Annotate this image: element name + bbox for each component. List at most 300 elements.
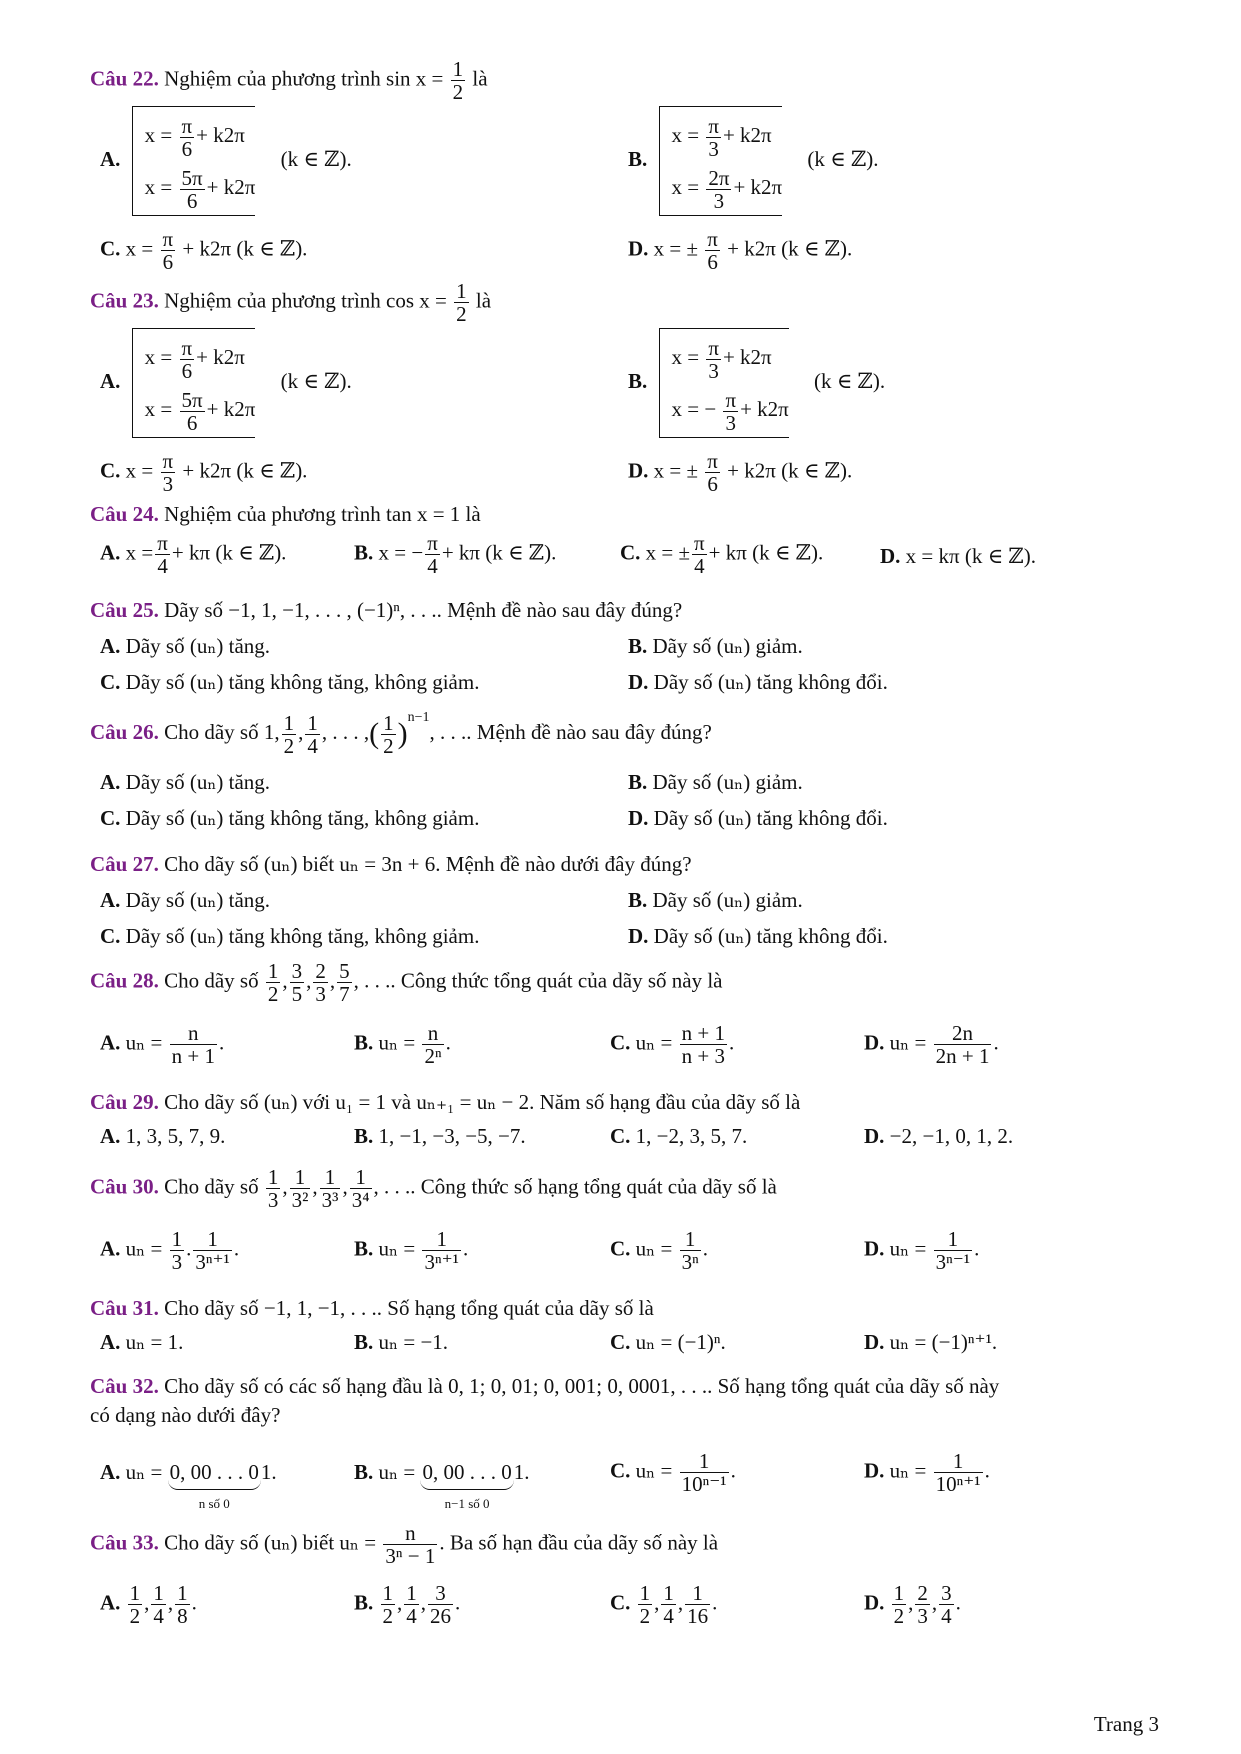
question-25: [90, 598, 1181, 694]
option-c[interactable]: [610, 1124, 747, 1149]
option-c[interactable]: [100, 670, 479, 695]
math: uₙ =: [889, 1030, 927, 1055]
option-label: B.: [628, 146, 648, 171]
option-label: D.: [880, 544, 901, 568]
option-text: Dãy số (uₙ) tăng.: [125, 770, 271, 794]
math: x = −: [378, 540, 424, 565]
option-a[interactable]: A. uₙ = $\frac{1}{3}$ . $\frac{1}{\text{3ⁿ⁺¹}}$ .: [100, 1227, 240, 1275]
option-label: A.: [100, 1460, 121, 1484]
option-text: Dãy số (uₙ) tăng.: [125, 634, 271, 658]
option-c[interactable]: C. uₙ = $\frac{1}{\text{10ⁿ⁻¹}}$ .: [610, 1449, 736, 1497]
frac-num: π: [708, 335, 719, 360]
option-c[interactable]: [620, 532, 823, 577]
math: + k2π (k ∈ ℤ).: [727, 458, 853, 483]
option-text: Dãy số (uₙ) tăng không đổi.: [653, 670, 888, 694]
option-label: C.: [610, 1030, 631, 1055]
option-b[interactable]: [354, 1460, 529, 1512]
frac-den: 5: [291, 982, 303, 1007]
option-d[interactable]: D. $\frac{1}{2}$ , $\frac{2}{3}$ , $\frac{3}{4}$ .: [864, 1581, 961, 1629]
frac-num: 3: [435, 1581, 446, 1605]
frac-num: π: [707, 449, 718, 473]
frac-den: 6: [161, 250, 176, 273]
frac-den: 2: [452, 80, 464, 105]
frac-num: 1: [355, 1165, 366, 1189]
question-26: [90, 710, 1181, 830]
option-label: A.: [100, 1590, 121, 1615]
option-c[interactable]: [100, 806, 479, 831]
question-stem: [90, 58, 1181, 103]
question-31: [90, 1296, 1181, 1354]
option-a[interactable]: [100, 770, 270, 795]
option-label: D.: [628, 924, 649, 948]
option-b[interactable]: B. uₙ = $\frac{1}{\text{3ⁿ⁺¹}}$ .: [354, 1227, 469, 1275]
math: + k2π: [733, 175, 783, 199]
math: x = ±: [653, 236, 699, 261]
math: + k2π: [196, 123, 245, 147]
frac-den: 2: [129, 1604, 141, 1629]
question-27: [90, 852, 1181, 948]
frac-num: 1: [177, 1581, 188, 1605]
math: + k2π (k ∈ ℤ).: [727, 236, 853, 261]
equation-system: [132, 106, 256, 216]
frac-num: π: [725, 387, 737, 412]
frac-num: π: [427, 531, 438, 555]
option-text: Dãy số (uₙ) giảm.: [652, 634, 803, 658]
math: x =: [144, 123, 173, 147]
option-d[interactable]: [628, 670, 888, 695]
frac-num: 3: [941, 1581, 952, 1605]
option-text: Dãy số (uₙ) tăng.: [125, 888, 271, 912]
question-33: [90, 1521, 1181, 1629]
option-text: uₙ = −1.: [378, 1330, 449, 1354]
frac-den: 3ⁿ⁺¹: [424, 1250, 459, 1275]
frac-den: 3⁴: [351, 1188, 370, 1213]
frac-den: 2: [383, 733, 394, 758]
math: + kπ (k ∈ ℤ).: [441, 540, 557, 565]
option-text: Dãy số (uₙ) giảm.: [652, 888, 803, 912]
stem-text: Nghiệm của phương trình cos x =: [164, 288, 447, 313]
question-30: [90, 1165, 1181, 1275]
frac-den: 3: [917, 1604, 928, 1629]
frac-num: n: [427, 1021, 439, 1045]
stem-text-line-2: có dạng nào dưới đây?: [90, 1403, 281, 1427]
question-stem: [90, 1090, 1181, 1115]
math: uₙ =: [125, 1460, 163, 1484]
math: uₙ =: [635, 1236, 673, 1261]
option-text: Dãy số (uₙ) tăng không đổi.: [653, 924, 888, 948]
option-label: C.: [100, 458, 121, 483]
question-label: Câu 30.: [90, 1174, 159, 1199]
option-b[interactable]: [354, 1330, 448, 1355]
stem-text: là: [475, 288, 492, 313]
frac-den: 3ⁿ: [681, 1250, 699, 1275]
frac-den: 3: [161, 472, 176, 495]
option-label: A.: [100, 634, 121, 658]
stem-text: , . . .. Công thức tổng quát của dãy số này là: [353, 968, 723, 993]
frac-den: 8: [177, 1604, 188, 1629]
stem-text: Cho dãy số 1,: [164, 720, 280, 744]
math: x =: [125, 540, 154, 565]
option-d[interactable]: [628, 806, 888, 831]
math: x = ±: [653, 458, 699, 483]
question-stem: Câu 30. Cho dãy số $\frac{1}{3}$ , $\frac{1}{\text{3²}}$ , $\frac{1}{\text{3³}}$ , $\frac{1}{\text{3⁴}}$ , . . .. Công thức số hạng tổng quát của dãy số là: [90, 1165, 777, 1213]
option-text: uₙ = 1.: [125, 1330, 184, 1354]
option-a[interactable]: [100, 328, 352, 438]
option-a[interactable]: [100, 1124, 225, 1149]
question-label: Câu 33.: [90, 1530, 159, 1555]
math: uₙ =: [635, 1458, 673, 1483]
frac-num: 2: [917, 1581, 928, 1605]
frac-den: 4: [692, 554, 707, 577]
frac-den: 2: [283, 733, 295, 758]
frac-den: 6: [180, 189, 205, 212]
question-label: Câu 23.: [90, 288, 159, 313]
frac-den: 10ⁿ⁻¹: [681, 1472, 727, 1497]
option-label: D.: [864, 1330, 885, 1354]
option-c[interactable]: C. uₙ = $\frac{1}{\text{3ⁿ}}$ .: [610, 1227, 708, 1275]
option-label: B.: [354, 1590, 374, 1615]
stem-text: Cho dãy số: [164, 968, 259, 993]
frac-den: n + 3: [681, 1044, 725, 1069]
underbrace-top: 0, 00 . . . 0: [168, 1460, 261, 1490]
math: uₙ =: [635, 1030, 673, 1055]
frac-den: 26: [430, 1604, 452, 1629]
option-d[interactable]: D. uₙ = $\frac{2n}{2n + 1}$ .: [864, 1021, 999, 1069]
option-label: D.: [864, 1030, 885, 1055]
option-c[interactable]: [100, 924, 479, 949]
frac-den: 3: [315, 982, 326, 1007]
frac-num: 1: [893, 1581, 905, 1605]
math: + kπ (k ∈ ℤ).: [171, 540, 287, 565]
frac-num: 5π: [181, 387, 203, 412]
question-label: Câu 24.: [90, 502, 159, 526]
math: uₙ =: [125, 1030, 163, 1055]
option-text: Dãy số (uₙ) tăng không tăng, không giảm.: [125, 806, 480, 830]
option-label: D.: [864, 1458, 885, 1483]
exponent: n−1: [407, 710, 430, 725]
option-d[interactable]: [628, 450, 852, 495]
question-label: Câu 22.: [90, 66, 159, 91]
frac-num: 1: [382, 1581, 394, 1605]
frac-num: 1: [947, 1227, 959, 1251]
frac-num: 3: [291, 959, 303, 983]
option-text: 1, −2, 3, 5, 7.: [635, 1124, 748, 1148]
option-label: B.: [354, 1460, 374, 1484]
frac-den: 3: [706, 137, 721, 160]
frac-num: 1: [406, 1581, 417, 1605]
option-label: B.: [354, 1124, 374, 1148]
option-c[interactable]: [610, 1330, 726, 1355]
option-c[interactable]: [100, 450, 307, 495]
frac-den: 3: [723, 411, 738, 434]
underbrace: [420, 1460, 513, 1512]
underbrace-label: n số 0: [198, 1496, 230, 1511]
option-a[interactable]: [100, 634, 270, 659]
option-label: A.: [100, 368, 121, 393]
math: uₙ =: [125, 1236, 163, 1261]
equation-system: [659, 328, 789, 438]
option-label: A.: [100, 146, 121, 171]
option-label: C.: [100, 236, 121, 261]
option-label: C.: [610, 1236, 631, 1261]
option-text: uₙ = (−1)ⁿ⁺¹.: [889, 1330, 998, 1354]
question-stem: [90, 598, 1181, 623]
math: (k ∈ ℤ).: [807, 146, 879, 171]
option-a[interactable]: [100, 1330, 183, 1355]
math: x =: [671, 345, 700, 369]
question-stem: [90, 280, 1181, 325]
stem-text: Cho dãy số có các số hạng đầu là 0, 1; 0, 01; 0, 001; 0, 0001, . . .. Số hạng tổng quát của dãy số này: [164, 1374, 1000, 1398]
frac-num: π: [162, 227, 174, 251]
frac-den: 2: [267, 982, 279, 1007]
option-label: A.: [100, 1236, 121, 1261]
option-label: D.: [628, 236, 649, 261]
option-label: C.: [610, 1590, 631, 1615]
option-c[interactable]: C. $\frac{1}{2}$ , $\frac{1}{4}$ , $\frac{1}{16}$ .: [610, 1581, 718, 1629]
option-label: B.: [628, 888, 648, 912]
option-d[interactable]: [864, 1330, 997, 1355]
option-label: C.: [620, 540, 641, 565]
frac-num: n: [405, 1521, 416, 1545]
question-24: [90, 502, 1181, 579]
math: x = ±: [645, 540, 691, 565]
frac-den: 4: [663, 1604, 674, 1629]
frac-den: 2n + 1: [935, 1044, 990, 1069]
question-stem: [90, 1296, 1181, 1321]
option-label: D.: [628, 806, 649, 830]
frac-den: 6: [180, 411, 205, 434]
stem-text: Dãy số −1, 1, −1, . . . , (−1)ⁿ, . . .. Mệnh đề nào sau đây đúng?: [164, 598, 683, 622]
option-d[interactable]: [628, 924, 888, 949]
option-d[interactable]: [628, 228, 852, 273]
question-stem: [90, 1522, 1181, 1567]
option-text: 1, −1, −3, −5, −7.: [378, 1124, 526, 1148]
frac-den: 3³: [321, 1188, 339, 1213]
math: x =: [125, 236, 154, 261]
option-label: C.: [100, 924, 121, 948]
math: uₙ =: [378, 1236, 416, 1261]
option-text: Dãy số (uₙ) tăng không tăng, không giảm.: [125, 924, 480, 948]
frac-num: 2π: [708, 165, 730, 190]
frac-den: 3ⁿ − 1: [385, 1544, 436, 1569]
stem-text: Cho dãy số (uₙ) biết uₙ = 3n + 6. Mệnh đề nào dưới đây đúng?: [164, 852, 692, 876]
frac-num: 1: [307, 710, 318, 735]
frac-den: 6: [180, 359, 195, 382]
option-label: A.: [100, 888, 121, 912]
frac-den: 3: [171, 1250, 183, 1275]
option-d[interactable]: [880, 544, 1036, 569]
option-text: −2, −1, 0, 1, 2.: [889, 1124, 1014, 1148]
frac-den: 2: [456, 302, 467, 327]
math: + k2π (k ∈ ℤ).: [182, 236, 308, 261]
option-a[interactable]: [100, 106, 352, 216]
math: 1.: [260, 1460, 277, 1484]
option-b[interactable]: [354, 532, 556, 577]
option-label: A.: [100, 1030, 121, 1055]
option-label: A.: [100, 1330, 121, 1354]
page-number: Trang 3: [1093, 1712, 1159, 1736]
frac-num: 1: [129, 1581, 141, 1605]
frac-num: 1: [171, 1227, 183, 1251]
stem-text: Cho dãy số (uₙ) với u₁ = 1 và uₙ₊₁ = uₙ − 2. Năm số hạng đầu của dãy số là: [164, 1090, 801, 1114]
option-b[interactable]: [628, 328, 885, 438]
option-a[interactable]: [100, 532, 286, 577]
frac-den: 6: [180, 137, 195, 160]
option-label: B.: [628, 770, 648, 794]
frac-den: 6: [705, 250, 720, 273]
option-d[interactable]: D. uₙ = $\frac{1}{\text{3ⁿ⁻¹}}$ .: [864, 1227, 980, 1275]
frac-den: 3ⁿ⁺¹: [195, 1250, 230, 1275]
math: x =: [125, 458, 154, 483]
question-label: Câu 27.: [90, 852, 159, 876]
frac-num: π: [157, 531, 168, 555]
math: + k2π: [206, 397, 256, 421]
option-label: B.: [354, 1330, 374, 1354]
frac-den: 4: [425, 554, 440, 577]
math: uₙ =: [889, 1458, 927, 1483]
frac-den: 3ⁿ⁻¹: [935, 1250, 971, 1275]
option-label: A.: [100, 770, 121, 794]
option-label: B.: [628, 634, 648, 658]
frac-num: π: [694, 531, 705, 555]
frac-num: 1: [692, 1581, 703, 1605]
math: + kπ (k ∈ ℤ).: [708, 540, 824, 565]
stem-text: là: [472, 66, 488, 91]
frac-num: n: [188, 1021, 199, 1045]
question-label: Câu 26.: [90, 720, 159, 744]
option-d[interactable]: [864, 1124, 1013, 1149]
option-a[interactable]: A. $\frac{1}{2}$ , $\frac{1}{4}$ , $\frac{1}{8}$ .: [100, 1581, 197, 1629]
frac-num: π: [707, 227, 718, 251]
math: + k2π (k ∈ ℤ).: [182, 458, 308, 483]
option-text: uₙ = (−1)ⁿ.: [635, 1330, 726, 1354]
option-a[interactable]: [100, 888, 270, 913]
frac-den: n + 1: [171, 1044, 215, 1069]
frac-den: 7: [339, 982, 350, 1007]
frac-den: 10ⁿ⁺¹: [935, 1472, 981, 1497]
option-b[interactable]: [628, 106, 879, 216]
question-label: Câu 25.: [90, 598, 159, 622]
option-b[interactable]: [628, 634, 803, 659]
option-b[interactable]: B. uₙ = $\frac{n}{\text{2ⁿ}}$ .: [354, 1021, 451, 1069]
frac-num: n + 1: [681, 1021, 725, 1045]
option-label: C.: [100, 806, 121, 830]
option-a[interactable]: [100, 1460, 277, 1512]
frac-num: 1: [324, 1165, 336, 1189]
frac-num: 1: [436, 1227, 447, 1251]
frac-num: 1: [663, 1581, 674, 1605]
option-label: A.: [100, 1124, 121, 1148]
stem-text: Cho dãy số: [164, 1174, 259, 1199]
math: (k ∈ ℤ).: [814, 368, 886, 393]
underbrace-top: 0, 00 . . . 0: [420, 1460, 513, 1490]
option-d[interactable]: D. uₙ = $\frac{1}{\text{10ⁿ⁺¹}}$ .: [864, 1449, 990, 1497]
option-b[interactable]: [354, 1124, 526, 1149]
question-stem: Câu 26. Cho dãy số 1, $\frac{1}{2}$ , $\frac{1}{4}$ , . . . ,( $\frac{1}{2}$ )$^{n-1}$, . . .. Mệnh đề nào sau đây đúng?: [90, 710, 712, 758]
math: uₙ =: [889, 1236, 927, 1261]
option-b[interactable]: B. $\frac{1}{2}$ , $\frac{1}{4}$ , $\frac{3}{26}$ .: [354, 1581, 461, 1629]
question-label: Câu 29.: [90, 1090, 159, 1114]
option-label: A.: [100, 540, 121, 565]
frac-den: 4: [153, 1604, 164, 1629]
frac-den: 4: [155, 554, 170, 577]
option-label: D.: [864, 1590, 885, 1615]
option-text: 1, 3, 5, 7, 9.: [125, 1124, 226, 1148]
frac-num: 1: [698, 1449, 710, 1473]
frac-num: 1: [267, 959, 279, 983]
frac-den: 3²: [291, 1188, 309, 1213]
frac-den: 16: [687, 1604, 709, 1629]
frac-den: 3: [267, 1188, 279, 1213]
underbrace-label: n−1 số 0: [444, 1496, 490, 1511]
frac-den: 4: [307, 733, 318, 758]
frac-den: 2: [382, 1604, 394, 1629]
frac-num: 1: [283, 710, 295, 735]
stem-text: Nghiệm của phương trình sin x =: [164, 66, 444, 91]
stem-text: Cho dãy số (uₙ) biết uₙ =: [164, 1530, 377, 1555]
math: x = −: [671, 397, 717, 421]
math: (k ∈ ℤ).: [280, 146, 352, 171]
frac-num: 1: [153, 1581, 164, 1605]
math: + k2π: [206, 175, 256, 199]
frac-num: 5: [339, 959, 350, 983]
frac-den: 2: [893, 1604, 905, 1629]
option-c[interactable]: [100, 228, 307, 273]
option-label: C.: [100, 670, 121, 694]
question-29: [90, 1090, 1181, 1148]
frac-num: π: [708, 113, 719, 138]
question-label: Câu 31.: [90, 1296, 159, 1320]
frac-den: 3: [706, 359, 721, 382]
frac-den: 2ⁿ: [424, 1044, 442, 1069]
option-label: C.: [610, 1124, 631, 1148]
question-label: Câu 28.: [90, 968, 159, 993]
option-label: B.: [628, 368, 648, 393]
math: + k2π: [740, 397, 789, 421]
stem-text: . Ba số hạn đầu của dãy số này là: [439, 1530, 719, 1555]
equation-system: [132, 328, 256, 438]
frac-num: 1: [383, 710, 394, 735]
option-label: C.: [610, 1458, 631, 1483]
option-c[interactable]: C. uₙ = $\frac{n + 1}{n + 3}$ .: [610, 1021, 735, 1069]
question-stem: [90, 1374, 1181, 1399]
frac-den: 3: [706, 189, 731, 212]
question-32: [90, 1374, 1181, 1511]
frac-num: 2n: [952, 1021, 974, 1045]
frac-num: π: [181, 113, 193, 138]
frac-num: 1: [267, 1165, 279, 1189]
option-text: Dãy số (uₙ) tăng không tăng, không giảm.: [125, 670, 480, 694]
frac-num: 1: [294, 1165, 306, 1189]
frac-num: 5π: [181, 165, 203, 190]
option-label: D.: [864, 1236, 885, 1261]
question-label: Câu 32.: [90, 1374, 159, 1398]
option-b[interactable]: [628, 888, 803, 913]
option-label: D.: [628, 458, 649, 483]
question-28: [90, 959, 1181, 1069]
math: + k2π: [722, 123, 772, 147]
math: uₙ =: [378, 1460, 416, 1484]
frac-num: π: [162, 449, 174, 473]
math: x =: [671, 175, 700, 199]
frac-den: 4: [406, 1604, 417, 1629]
stem-text: , . . .. Công thức số hạng tổng quát của dãy số là: [373, 1174, 777, 1199]
option-a[interactable]: A. uₙ = $\frac{n}{n + 1}$ .: [100, 1021, 225, 1069]
stem-text: , . . . ,: [321, 720, 370, 744]
option-b[interactable]: [628, 770, 803, 795]
math: (k ∈ ℤ).: [280, 368, 352, 393]
math: x =: [144, 175, 173, 199]
